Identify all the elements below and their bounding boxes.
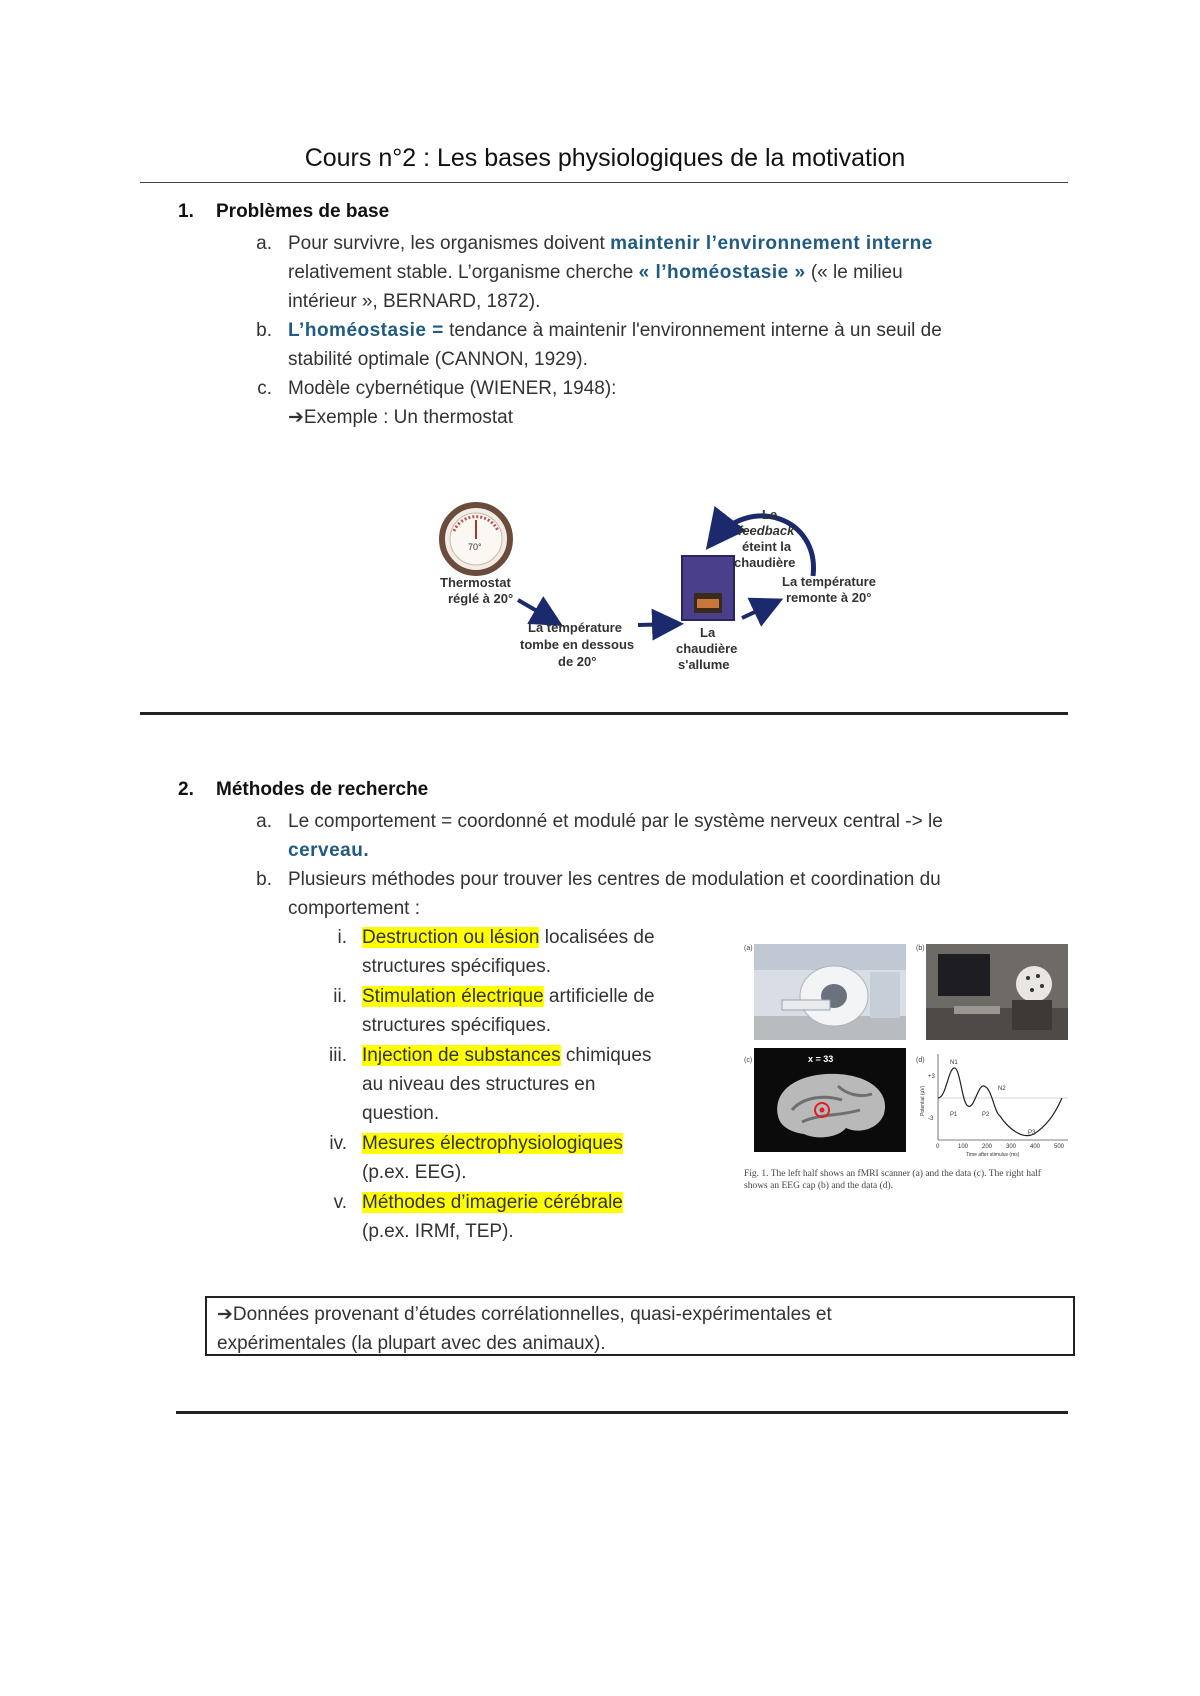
item-a-line-1 xyxy=(288,229,933,258)
method-label-iii: iii. xyxy=(329,1045,347,1066)
item-2b-line-2: comportement : xyxy=(288,898,420,919)
brain-scan-image xyxy=(754,1048,906,1152)
boiler-label-1: La xyxy=(700,625,716,640)
item-c-label: c. xyxy=(257,378,272,399)
summary-line-2: expérimentales (la plupart avec des animaux). xyxy=(217,1333,606,1354)
key-term: L’homéostasie = xyxy=(288,320,444,341)
highlight: Mesures électrophysiologiques xyxy=(362,1133,623,1154)
text: Pour survivre, les organismes doivent xyxy=(288,233,611,254)
boiler-label-2: chaudière xyxy=(676,641,738,656)
item-2a-line-1: Le comportement = coordonné et modulé par le système nerveux central -> le xyxy=(288,811,943,832)
thermostat-label-2: réglé à 20° xyxy=(448,591,514,606)
title-underline xyxy=(140,182,1068,183)
method-ii-line-1 xyxy=(362,982,655,1011)
thermostat-gauge-icon xyxy=(442,505,510,573)
highlight: Destruction ou lésion xyxy=(362,927,540,948)
thermostat-feedback-diagram xyxy=(420,498,900,683)
section-divider-1 xyxy=(140,712,1068,715)
peak-p1: P1 xyxy=(950,1112,958,1118)
figure-caption-line-2: shows an EEG cap (b) and the data (d). xyxy=(744,1181,894,1191)
text: chimiques xyxy=(560,1045,652,1066)
page-title: Cours n°2 : Les bases physiologiques de la motivation xyxy=(304,144,906,172)
x-tick-0: 0 xyxy=(936,1144,940,1150)
x-tick-200: 200 xyxy=(982,1144,993,1150)
item-a-line-3: intérieur », BERNARD, 1872). xyxy=(288,291,541,312)
item-2b-label: b. xyxy=(256,869,272,890)
panel-a-label: (a) xyxy=(744,945,753,952)
feedback-label-2: feedback xyxy=(738,523,795,538)
method-iv-line-1 xyxy=(362,1129,623,1158)
section-2-heading: Méthodes de recherche xyxy=(216,779,429,800)
thermostat-label-1: Thermostat xyxy=(440,575,511,590)
y-tick-pos: +3 xyxy=(928,1074,935,1080)
item-2a-key-term: cerveau. xyxy=(288,840,370,861)
method-iii-line-3: question. xyxy=(362,1103,440,1124)
item-b-line-2: stabilité optimale (CANNON, 1929). xyxy=(288,349,588,370)
x-tick-400: 400 xyxy=(1030,1144,1041,1150)
gauge-value: 70° xyxy=(468,542,482,552)
item-c-line-1: Modèle cybernétique (WIENER, 1948): xyxy=(288,378,617,399)
panel-b-label: (b) xyxy=(916,945,925,952)
method-label-ii: ii. xyxy=(333,986,347,1007)
drop-label-3: de 20° xyxy=(558,654,597,669)
arrow-3 xyxy=(742,602,776,618)
highlight: Injection de substances xyxy=(362,1045,561,1066)
method-i-line-1 xyxy=(362,923,655,952)
feedback-label-1: Le xyxy=(762,507,778,522)
arrow-2 xyxy=(638,624,676,625)
item-c-line-2: ➔Exemple : Un thermostat xyxy=(288,407,514,428)
peak-p2: P2 xyxy=(982,1112,990,1118)
text: relativement stable. L’organisme cherche xyxy=(288,262,639,283)
y-tick-neg: -3 xyxy=(928,1116,934,1122)
item-a-label: a. xyxy=(256,233,272,254)
drop-label-2: tombe en dessous xyxy=(520,637,635,652)
text: tendance à maintenir l'environnement interne à un seuil de xyxy=(443,320,942,341)
panel-d-label: (d) xyxy=(916,1057,925,1064)
method-ii-line-2: structures spécifiques. xyxy=(362,1015,552,1036)
text: artificielle de xyxy=(543,986,655,1007)
fmri-eeg-figure xyxy=(742,938,1072,1200)
highlight: Stimulation électrique xyxy=(362,986,544,1007)
method-iii-line-2: au niveau des structures en xyxy=(362,1074,596,1095)
section-2-number: 2. xyxy=(178,779,194,800)
item-a-line-2 xyxy=(288,258,903,287)
method-i-line-2: structures spécifiques. xyxy=(362,956,552,977)
item-b-line-1 xyxy=(288,316,942,345)
x-tick-300: 300 xyxy=(1006,1144,1017,1150)
key-term: maintenir l’environnement interne xyxy=(610,233,933,254)
summary-box xyxy=(205,1296,1075,1356)
boiler-icon xyxy=(682,556,734,620)
method-label-iv: iv. xyxy=(329,1133,347,1154)
peak-n1: N1 xyxy=(950,1060,958,1066)
method-label-i: i. xyxy=(337,927,347,948)
highlight: Méthodes d’imagerie cérébrale xyxy=(362,1192,623,1213)
method-v-line-1 xyxy=(362,1188,623,1217)
text: localisées de xyxy=(539,927,655,948)
method-iii-line-1 xyxy=(362,1041,651,1070)
summary-line-1: ➔Données provenant d’études corrélationnelles, quasi-expérimentales et xyxy=(217,1304,832,1325)
x-tick-500: 500 xyxy=(1054,1144,1065,1150)
method-label-v: v. xyxy=(333,1192,347,1213)
x-axis-label: Time after stimulus (ms) xyxy=(966,1152,1020,1158)
slice-coordinate: x = 33 xyxy=(808,1054,834,1064)
erp-plot xyxy=(920,1054,1068,1158)
figure-caption-line-1: Fig. 1. The left half shows an fMRI scanner (a) and the data (c). The right half xyxy=(744,1169,1041,1179)
x-tick-100: 100 xyxy=(958,1144,969,1150)
peak-n2: N2 xyxy=(998,1086,1006,1092)
text: (« le milieu xyxy=(805,262,903,283)
feedback-label-4: chaudière xyxy=(734,555,796,570)
feedback-label-3: éteint la xyxy=(742,539,792,554)
key-term: « l’homéostasie » xyxy=(638,262,806,283)
method-iv-line-2: (p.ex. EEG). xyxy=(362,1162,467,1183)
rise-label-1: La température xyxy=(782,574,876,589)
peak-p3: P3 xyxy=(1028,1130,1036,1136)
method-v-line-2: (p.ex. IRMf, TEP). xyxy=(362,1221,514,1242)
item-2a-label: a. xyxy=(256,811,272,832)
item-2b-line-1: Plusieurs méthodes pour trouver les centres de modulation et coordination du xyxy=(288,869,941,890)
rise-label-2: remonte à 20° xyxy=(786,590,872,605)
mri-scanner-photo xyxy=(754,944,906,1040)
section-1-number: 1. xyxy=(178,201,194,222)
y-axis-label: Potential (µV) xyxy=(920,1085,926,1116)
drop-label-1: La température xyxy=(528,620,622,635)
panel-c-label: (c) xyxy=(744,1057,753,1064)
arrow-1 xyxy=(518,600,556,622)
boiler-label-3: s'allume xyxy=(678,657,730,672)
item-b-label: b. xyxy=(256,320,272,341)
section-divider-2 xyxy=(176,1411,1068,1414)
section-1-heading: Problèmes de base xyxy=(216,201,390,222)
eeg-cap-photo xyxy=(926,944,1068,1040)
